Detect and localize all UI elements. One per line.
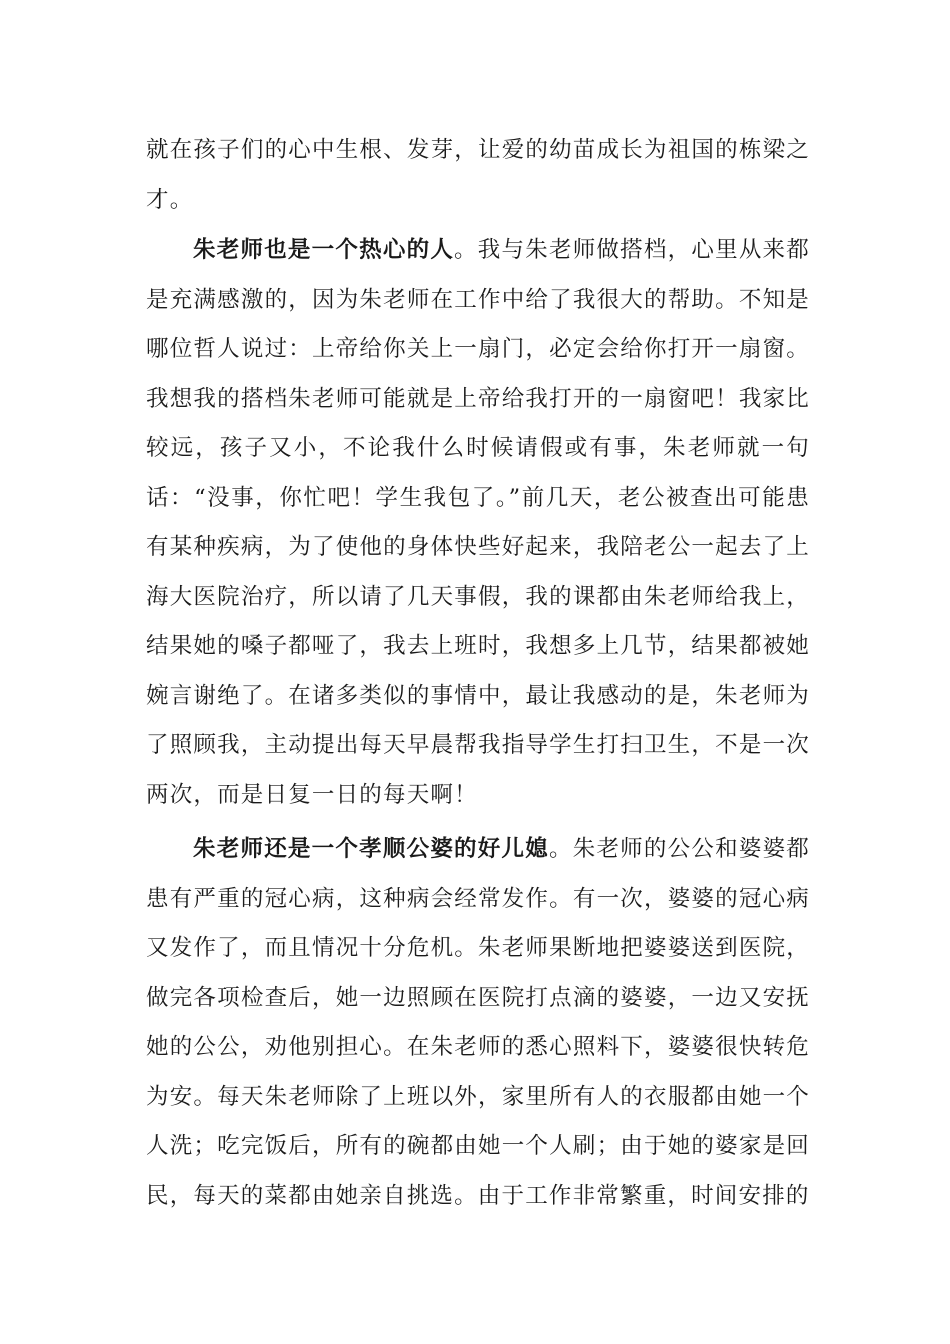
- paragraph-body: 。朱老师的公公和婆婆都患有严重的冠心病，这种病会经常发作。有一次，婆婆的冠心病又发作了，而且情况十分危机。朱老师果断地把婆婆送到医院，做完各项检查后，她一边照顾在医院打点滴的婆婆，一边又安抚她的公公，劝他别担心。在朱老师的悉心照料下，婆婆很快转危为安。每天朱老师除了上班以外，家里所有人的衣服都由她一个人洗；吃完饭后，所有的碗都由她一个人刷；由于她的婆家是回民，每天的菜都由她亲自挑选。由于工作非常繁重，时间安排的: [146, 836, 810, 1209]
- paragraph-lead-bold: 朱老师还是一个孝顺公婆的好儿媳: [193, 836, 549, 862]
- paragraph-filial-daughter-in-law: [146, 825, 810, 1221]
- paragraph-lead-bold: 朱老师也是一个热心的人: [193, 237, 455, 263]
- paragraph-body: 就在孩子们的心中生根、发芽，让爱的幼苗成长为祖国的栋梁之才。: [146, 137, 810, 213]
- paragraph-body: 。我与朱老师做搭档，心里从来都是充满感激的，因为朱老师在工作中给了我很大的帮助。不知是哪位哲人说过：上帝给你关上一扇门，必定会给你打开一扇窗。我想我的搭档朱老师可能就是上帝给我打开的一扇窗吧！我家比较远，孩子又小，不论我什么时候请假或有事，朱老师就一句话：“没事，你忙吧！学生我包了。”前几天，老公被查出可能患有某种疾病，为了使他的身体快些好起来，我陪老公一起去了上海大医院治疗，所以请了几天事假，我的课都由朱老师给我上，结果她的嗓子都哑了，我去上班时，我想多上几节，结果都被她婉言谢绝了。在诸多类似的事情中，最让我感动的是，朱老师为了照顾我，主动提出每天早晨帮我指导学生打扫卫生，不是一次两次，而是日复一日的每天啊！: [146, 237, 810, 808]
- paragraph-continuation: [146, 126, 810, 225]
- paragraph-warm-hearted: [146, 226, 810, 820]
